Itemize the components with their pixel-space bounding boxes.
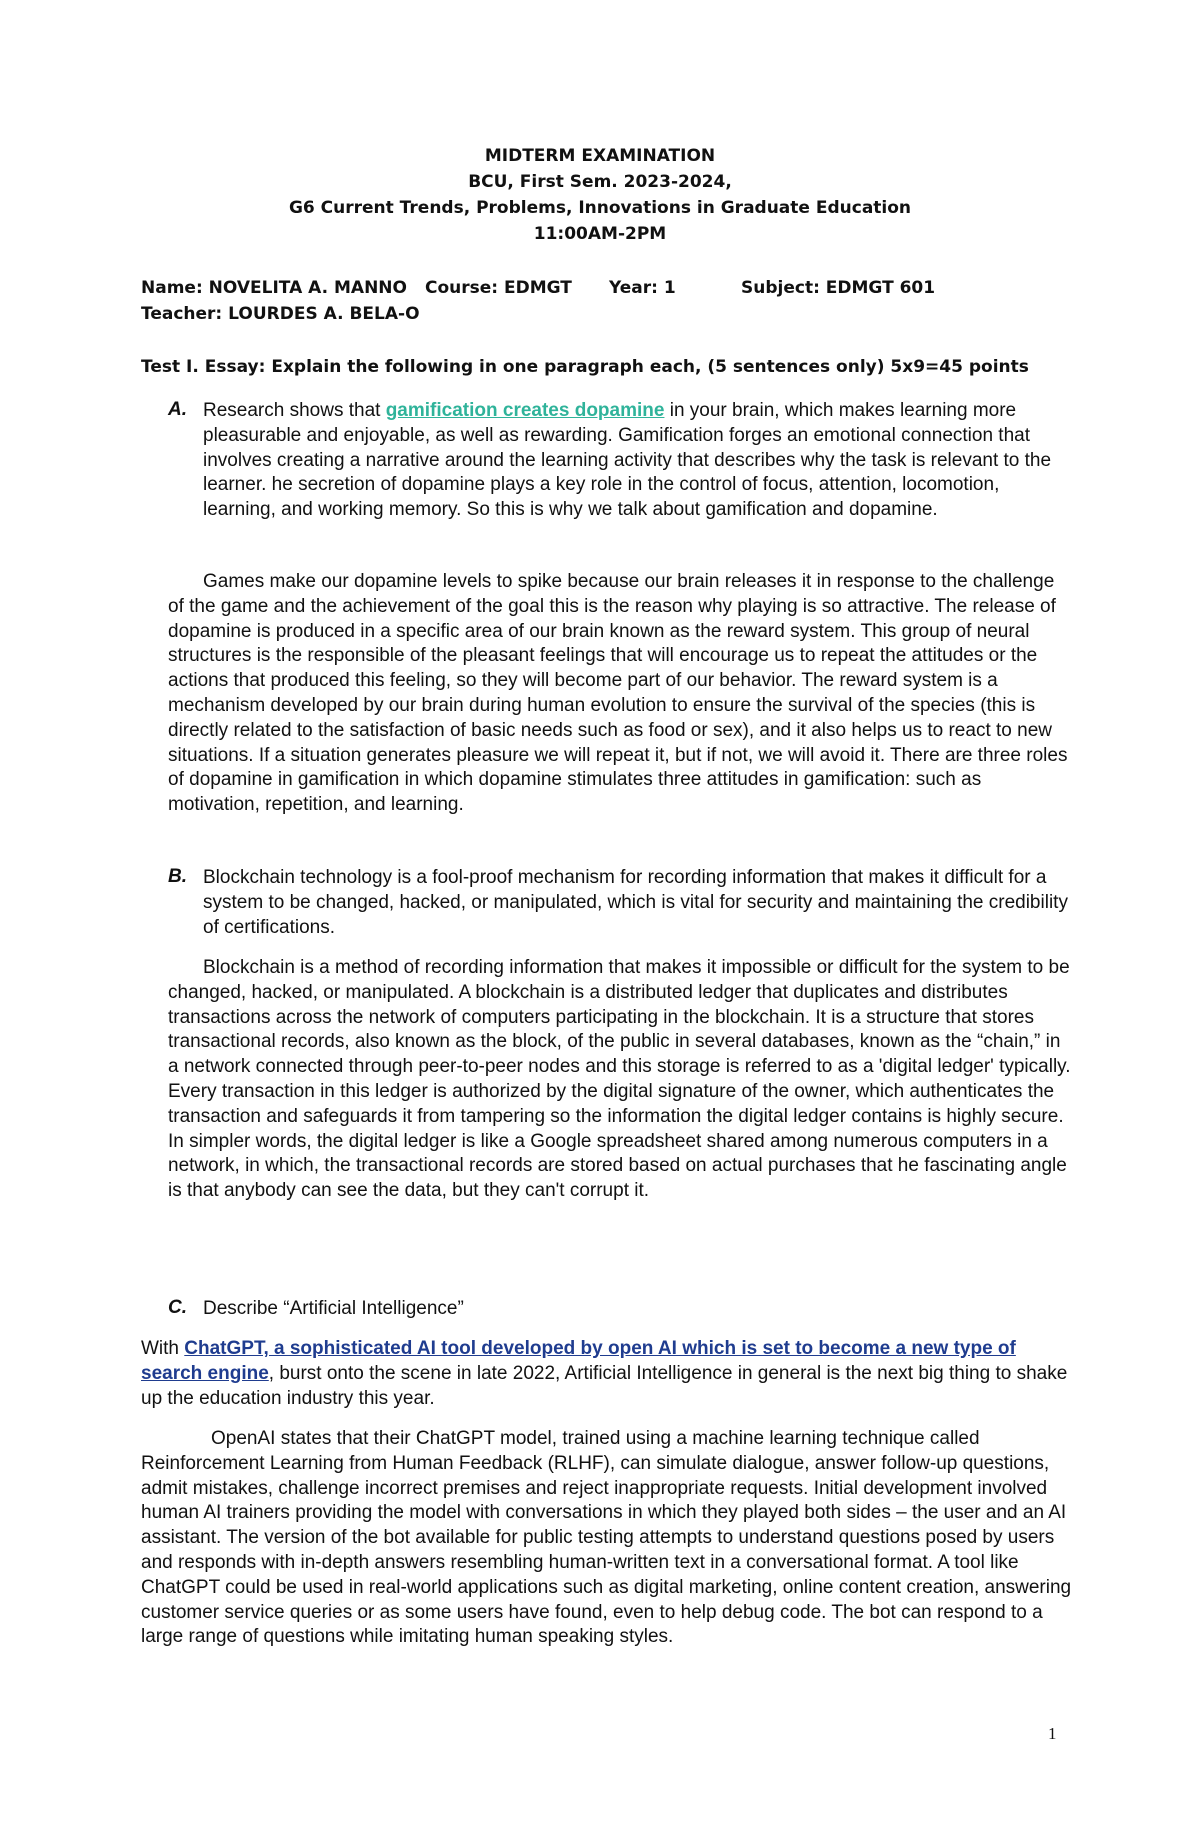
student-course: Course: EDMGT	[425, 278, 572, 298]
exam-semester: BCU, First Sem. 2023-2024,	[468, 172, 732, 192]
test-instruction: Test I. Essay: Explain the following in one paragraph each, (5 sentences only) 5x9=45 points	[141, 357, 1029, 377]
question-c-text-rest: , burst onto the scene in late 2022, Artificial Intelligence in general is the next big thing to shake up the education industry this year.	[141, 1362, 1068, 1409]
question-c-title: Describe “Artificial Intelligence”	[203, 1298, 464, 1319]
chatgpt-link[interactable]: ChatGPT, a sophisticated AI tool developed by open AI which is set to become a new type of search engine	[141, 1338, 1016, 1384]
student-subject: Subject: EDMGT 601	[741, 278, 936, 298]
question-a-letter: A.	[168, 399, 187, 420]
question-b-letter: B.	[168, 866, 187, 887]
question-b-paragraph-2: Blockchain is a method of recording information that makes it impossible or difficult for the system to be changed, hacked, or manipulated. A blockchain is a distributed ledger that duplicates and distributes transactions across the network of computers participating in the blockchain. It is a structure that stores transactional records, also known as the block, of the public in several databases, known as the “chain,” in a network connected through peer-to-peer nodes and this storage is referred to as a 'digital ledger' typically. Every transaction in this ledger is authorized by the digital signature of the owner, which authenticates the transaction and safeguards it from tampering so the information the digital ledger contains is highly secure. In simpler words, the digital ledger is like a Google spreadsheet shared among numerous computers in a network, in which, the transactional records are stored based on actual purchases that he fascinating angle is that anybody can see the data, but they can't corrupt it.	[168, 957, 1071, 1202]
question-b-paragraph-1: Blockchain technology is a fool-proof mechanism for recording information that makes it difficult for a system to be changed, hacked, or manipulated, which is vital for security and maintaining the credibility of certifications.	[203, 867, 1068, 938]
question-c-paragraph-2: OpenAI states that their ChatGPT model, trained using a machine learning technique called Reinforcement Learning from Human Feedback (RLHF), can simulate dialogue, answer follow-up questions, admit mistakes, challenge incorrect premises and reject inappropriate requests. Initial development involved human AI trainers providing the model with conversations in which they played both sides – the user and an AI assistant. The version of the bot available for public testing attempts to understand questions posed by users and responds with in-depth answers resembling human-written text in a conversational format. A tool like ChatGPT could be used in real-world applications such as digital marketing, online content creation, answering customer service queries or as some users have found, even to help debug code. The bot can respond to a large range of questions while imitating human speaking styles.	[141, 1428, 1072, 1648]
page-number: 1	[1048, 1724, 1057, 1743]
question-a-paragraph-1	[203, 399, 1073, 523]
question-a-text-rest: in your brain, which makes learning more pleasurable and enjoyable, as well as rewarding. Gamification forges an emotional connection that involves creating a narrative around the learning activity that describes why the task is relevant to the learner. he secretion of dopamine plays a key role in the control of focus, attention, locomotion, learning, and working memory. So this is why we talk about gamification and dopamine.	[203, 400, 1052, 521]
student-name: Name: NOVELITA A. MANNO	[141, 278, 407, 298]
exam-title: MIDTERM EXAMINATION	[484, 146, 716, 166]
exam-time: 11:00AM-2PM	[533, 224, 667, 244]
exam-course-title: G6 Current Trends, Problems, Innovations in Graduate Education	[288, 198, 912, 218]
teacher-name: Teacher: LOURDES A. BELA-O	[141, 304, 420, 324]
student-year: Year: 1	[609, 278, 676, 298]
question-c-text-start: With	[141, 1338, 185, 1359]
question-c-paragraph-1	[141, 1337, 1073, 1411]
question-a-text-start: Research shows that	[203, 400, 386, 421]
question-c-letter: C.	[168, 1297, 187, 1318]
question-a-paragraph-2: Games make our dopamine levels to spike because our brain releases it in response to the challenge of the game and the achievement of the goal this is the reason why playing is so attractive. The release of dopamine is produced in a specific area of our brain known as the reward system. This group of neural structures is the responsible of the pleasant feelings that will encourage us to repeat the attitudes or the actions that produced this feeling, so they will become part of our behavior. The reward system is a mechanism developed by our brain during human evolution to ensure the survival of the species (this is directly related to the satisfaction of basic needs such as food or sex), and it also helps us to react to new situations. If a situation generates pleasure we will repeat it, but if not, we will avoid it. There are three roles of dopamine in gamification in which dopamine stimulates three attitudes in gamification: such as motivation, repetition, and learning.	[168, 571, 1068, 816]
gamification-link[interactable]: gamification creates dopamine	[385, 400, 665, 421]
